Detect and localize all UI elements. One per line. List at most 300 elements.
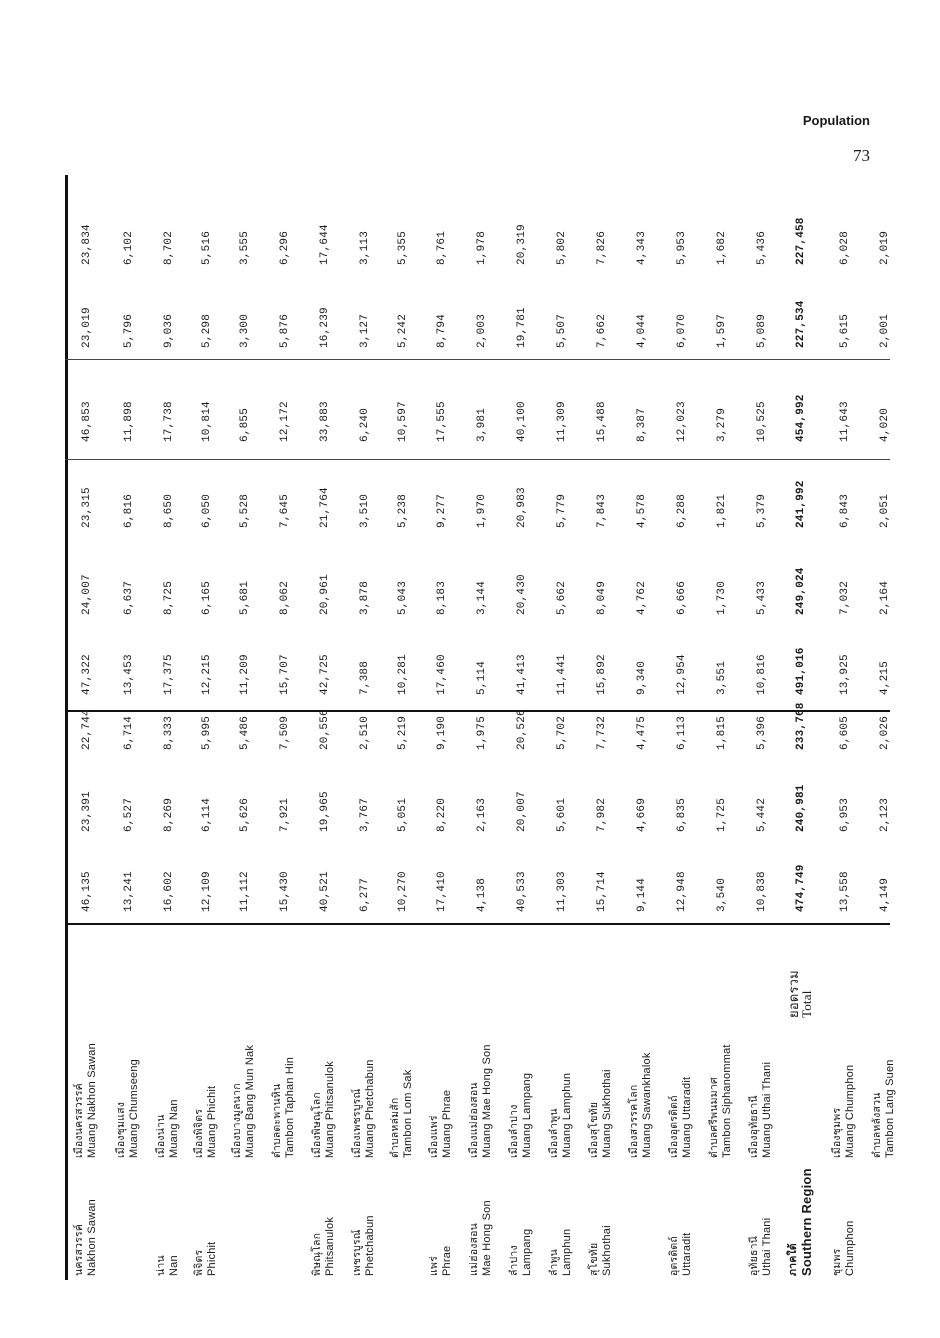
total-label: ยอดรวม — [786, 970, 801, 1018]
province-name-thai: อุทัยธานี — [748, 1235, 760, 1276]
population-value-cell: 7,843 — [596, 493, 608, 528]
district-name: Muang Nakhon Sawan — [86, 1043, 98, 1158]
population-value-cell: 11,209 — [239, 654, 251, 695]
population-value-cell: 2,051 — [879, 493, 891, 528]
population-value-cell: 8,269 — [163, 797, 175, 832]
population-value-cell: 6,843 — [839, 493, 851, 528]
population-value-cell: 3,127 — [359, 313, 371, 348]
population-value-cell: 8,725 — [163, 580, 175, 615]
population-value-cell: 16,239 — [319, 307, 331, 348]
population-value-cell: 5,242 — [397, 313, 409, 348]
population-value-cell: 17,375 — [163, 654, 175, 695]
population-value-cell: 15,707 — [279, 654, 291, 695]
province-name-thai: อุตรดิตถ์ — [668, 1236, 680, 1276]
district-name-thai: ตำบลศรีพนมมาศ — [708, 1077, 720, 1158]
district-name: Muang Sawankhalok — [641, 1052, 653, 1158]
population-value-cell: 1,821 — [716, 493, 728, 528]
population-value-cell: 1,970 — [476, 493, 488, 528]
population-value-cell: 233,768 — [795, 702, 807, 750]
population-value-cell: 21,764 — [319, 487, 331, 528]
population-value-cell: 6,605 — [839, 715, 851, 750]
population-value-cell: 40,533 — [516, 871, 528, 912]
population-value-cell: 3,981 — [476, 407, 488, 442]
province-cell — [468, 1164, 494, 1276]
population-value-cell: 10,281 — [397, 654, 409, 695]
province-name: Sukhothai — [601, 1225, 613, 1276]
district-cell — [271, 928, 297, 1158]
province-name: Lamphun — [561, 1228, 573, 1276]
district-name: Tambon Taphan Hin — [284, 1056, 296, 1158]
population-value-cell: 40,521 — [319, 871, 331, 912]
population-value-cell: 8,183 — [436, 580, 448, 615]
province-name: Nakhon Sawan — [86, 1198, 98, 1276]
district-name: Muang Mae Hong Son — [481, 1044, 493, 1158]
district-cell — [748, 928, 774, 1158]
column-rule — [65, 359, 890, 360]
population-value-cell: 227,458 — [795, 217, 807, 265]
district-name: Muang Lamphun — [561, 1072, 573, 1158]
population-value-cell: 20,556 — [319, 709, 331, 750]
population-value-cell: 13,925 — [839, 654, 851, 695]
population-value-cell: 5,626 — [239, 797, 251, 832]
district-name: Tambon Lom Sak — [402, 1069, 414, 1158]
population-value-cell: 5,238 — [397, 493, 409, 528]
population-value-cell: 11,441 — [556, 654, 568, 695]
district-cell — [787, 928, 813, 1158]
population-value-cell: 240,981 — [795, 784, 807, 832]
district-cell — [155, 928, 181, 1158]
district-name-thai: เมืองเพชรบูรณ์ — [351, 1088, 363, 1158]
population-value-cell: 16,602 — [163, 871, 175, 912]
population-value-cell: 1,815 — [716, 715, 728, 750]
population-value-cell: 6,165 — [201, 580, 213, 615]
population-value-cell: 17,644 — [319, 224, 331, 265]
district-name: Muang Uthai Thani — [761, 1061, 773, 1158]
province-name: Nan — [168, 1255, 180, 1276]
population-value-cell: 8,387 — [636, 407, 648, 442]
district-name-thai: เมืองพิจิตร — [193, 1108, 205, 1158]
population-value-cell: 6,277 — [359, 877, 371, 912]
population-value-cell: 5,516 — [201, 230, 213, 265]
population-value-cell: 17,410 — [436, 871, 448, 912]
district-name: Muang Phichit — [206, 1085, 218, 1158]
population-value-cell: 4,215 — [879, 660, 891, 695]
population-value-cell: 1,730 — [716, 580, 728, 615]
population-value-cell: 6,070 — [676, 313, 688, 348]
province-cell — [428, 1164, 454, 1276]
population-value-cell: 7,509 — [279, 715, 291, 750]
population-value-cell: 8,650 — [163, 493, 175, 528]
province-name: Mae Hong Son — [481, 1200, 493, 1276]
population-value-cell: 7,732 — [596, 715, 608, 750]
population-value-cell: 6,527 — [123, 797, 135, 832]
district-name-thai: เมืองชุมแสง — [115, 1101, 127, 1158]
population-value-cell: 8,333 — [163, 715, 175, 750]
district-name: Muang Chumphon — [844, 1064, 856, 1158]
population-value-cell: 6,240 — [359, 407, 371, 442]
district-name: Muang Phrae — [441, 1089, 453, 1158]
population-value-cell: 5,436 — [756, 230, 768, 265]
province-name: Lampang — [521, 1228, 533, 1276]
province-cell — [668, 1164, 694, 1276]
population-value-cell: 6,102 — [123, 230, 135, 265]
population-value-cell: 13,241 — [123, 871, 135, 912]
population-value-cell: 9,144 — [636, 877, 648, 912]
population-value-cell: 241,992 — [795, 480, 807, 528]
district-cell — [468, 928, 494, 1158]
province-cell — [311, 1164, 337, 1276]
population-value-cell: 5,615 — [839, 313, 851, 348]
district-cell — [831, 928, 857, 1158]
province-name-thai: เพชรบูรณ์ — [351, 1229, 363, 1276]
district-name: Tambon Lang Suen — [884, 1059, 896, 1158]
population-value-cell: 454,992 — [795, 394, 807, 442]
population-value-cell: 2,003 — [476, 313, 488, 348]
population-value-cell: 6,714 — [123, 715, 135, 750]
population-value-cell: 12,954 — [676, 654, 688, 695]
population-value-cell: 17,738 — [163, 401, 175, 442]
population-value-cell: 7,826 — [596, 230, 608, 265]
population-value-cell: 5,702 — [556, 715, 568, 750]
population-value-cell: 2,026 — [879, 715, 891, 750]
population-value-cell: 15,714 — [596, 871, 608, 912]
population-value-cell: 491,016 — [795, 647, 807, 695]
province-name-thai: พิจิตร — [193, 1249, 205, 1276]
province-name: Phetchabun — [364, 1215, 376, 1276]
population-value-cell: 3,510 — [359, 493, 371, 528]
population-value-cell: 1,975 — [476, 715, 488, 750]
district-cell — [588, 928, 614, 1158]
population-value-cell: 7,645 — [279, 493, 291, 528]
population-value-cell: 17,555 — [436, 401, 448, 442]
population-value-cell: 20,007 — [516, 791, 528, 832]
province-name: Phichit — [206, 1241, 218, 1276]
district-name-thai: เมืองอุตรดิตถ์ — [668, 1095, 680, 1158]
province-cell — [508, 1164, 534, 1276]
population-value-cell: 11,643 — [839, 401, 851, 442]
population-value-cell: 1,682 — [716, 230, 728, 265]
province-cell — [351, 1164, 377, 1276]
population-value-cell: 20,319 — [516, 224, 528, 265]
population-value-cell: 1,725 — [716, 797, 728, 832]
column-rule — [65, 923, 890, 925]
population-value-cell: 6,953 — [839, 797, 851, 832]
district-cell — [428, 928, 454, 1158]
population-value-cell: 2,510 — [359, 715, 371, 750]
population-value-cell: 4,578 — [636, 493, 648, 528]
population-value-cell: 11,898 — [123, 401, 135, 442]
population-value-cell: 7,982 — [596, 797, 608, 832]
population-value-cell: 7,388 — [359, 660, 371, 695]
population-value-cell: 11,303 — [556, 871, 568, 912]
province-cell — [831, 1164, 857, 1276]
district-name-thai: ตำบลหล่มสัก — [389, 1097, 401, 1158]
district-name: Muang Phetchabun — [364, 1059, 376, 1158]
population-value-cell: 10,838 — [756, 871, 768, 912]
district-name-thai: เมืองแพร่ — [428, 1115, 440, 1158]
province-cell — [787, 1164, 813, 1276]
population-value-cell: 5,681 — [239, 580, 251, 615]
district-cell — [193, 928, 219, 1158]
district-name-thai: เมืองอุทัยธานี — [748, 1095, 760, 1158]
population-value-cell: 3,113 — [359, 230, 371, 265]
district-cell — [508, 928, 534, 1158]
province-name: Chumphon — [844, 1220, 856, 1276]
district-name-thai: เมืองชุมพร — [831, 1107, 843, 1158]
population-value-cell: 42,725 — [319, 654, 331, 695]
district-cell — [311, 928, 337, 1158]
population-value-cell: 3,555 — [239, 230, 251, 265]
population-value-cell: 11,309 — [556, 401, 568, 442]
province-name-thai: ลำพูน — [548, 1248, 560, 1276]
population-value-cell: 4,343 — [636, 230, 648, 265]
population-value-cell: 4,149 — [879, 877, 891, 912]
population-value-cell: 10,816 — [756, 654, 768, 695]
population-value-cell: 5,298 — [201, 313, 213, 348]
population-value-cell: 12,109 — [201, 871, 213, 912]
district-cell — [668, 928, 694, 1158]
province-name-thai: สุโขทัย — [588, 1242, 600, 1276]
population-value-cell: 6,114 — [201, 797, 213, 832]
district-name: Tambon Siphanommat — [721, 1044, 733, 1158]
province-name: Phitsanulok — [324, 1216, 336, 1276]
district-cell — [389, 928, 415, 1158]
population-value-cell: 17,460 — [436, 654, 448, 695]
population-value-cell: 46,853 — [81, 401, 93, 442]
population-value-cell: 5,796 — [123, 313, 135, 348]
district-name-thai: เมืองนครสวรรค์ — [73, 1083, 85, 1158]
district-name: Muang Phitsanulok — [324, 1061, 336, 1158]
population-value-cell: 8,220 — [436, 797, 448, 832]
population-value-cell: 7,662 — [596, 313, 608, 348]
population-value-cell: 6,835 — [676, 797, 688, 832]
district-cell — [351, 928, 377, 1158]
population-value-cell: 8,049 — [596, 580, 608, 615]
province-name-thai: ภาคใต้ — [787, 1243, 799, 1276]
population-value-cell: 5,219 — [397, 715, 409, 750]
population-value-cell: 24,007 — [81, 574, 93, 615]
population-value-cell: 20,983 — [516, 487, 528, 528]
population-value-cell: 227,534 — [795, 300, 807, 348]
population-value-cell: 5,601 — [556, 797, 568, 832]
province-cell — [548, 1164, 574, 1276]
population-value-cell: 20,526 — [516, 709, 528, 750]
population-value-cell: 5,507 — [556, 313, 568, 348]
district-name-thai: เมืองลำพูน — [548, 1108, 560, 1158]
population-value-cell: 47,322 — [81, 654, 93, 695]
population-value-cell: 6,855 — [239, 407, 251, 442]
district-cell — [73, 928, 99, 1158]
population-value-cell: 46,135 — [81, 871, 93, 912]
population-value-cell: 13,558 — [839, 871, 851, 912]
population-value-cell: 15,892 — [596, 654, 608, 695]
district-name-thai: ตำบลตะพานหิน — [271, 1083, 283, 1158]
total-label: Total — [799, 990, 814, 1018]
population-value-cell: 40,100 — [516, 401, 528, 442]
population-value-cell: 23,315 — [81, 487, 93, 528]
district-name-thai: เมืองสุโขทัย — [588, 1101, 600, 1158]
population-value-cell: 12,172 — [279, 401, 291, 442]
province-name-thai: พิษณุโลก — [311, 1232, 323, 1276]
district-cell — [871, 928, 897, 1158]
population-value-cell: 4,475 — [636, 715, 648, 750]
population-value-cell: 5,442 — [756, 797, 768, 832]
population-value-cell: 3,878 — [359, 580, 371, 615]
population-value-cell: 23,391 — [81, 791, 93, 832]
population-value-cell: 33,883 — [319, 401, 331, 442]
population-value-cell: 5,802 — [556, 230, 568, 265]
population-value-cell: 3,551 — [716, 660, 728, 695]
population-value-cell: 41,413 — [516, 654, 528, 695]
province-cell — [155, 1164, 181, 1276]
population-value-cell: 5,355 — [397, 230, 409, 265]
province-name-thai: ลำปาง — [508, 1245, 520, 1276]
population-value-cell: 22,744 — [81, 709, 93, 750]
population-value-cell: 7,032 — [839, 580, 851, 615]
population-value-cell: 10,814 — [201, 401, 213, 442]
district-name-thai: เมืองสวรรคโลก — [628, 1084, 640, 1158]
population-value-cell: 9,190 — [436, 715, 448, 750]
population-value-cell: 6,050 — [201, 493, 213, 528]
population-value-cell: 9,277 — [436, 493, 448, 528]
population-value-cell: 3,300 — [239, 313, 251, 348]
population-value-cell: 8,062 — [279, 580, 291, 615]
population-value-cell: 5,043 — [397, 580, 409, 615]
district-name: Muang Bang Mun Nak — [244, 1044, 256, 1158]
population-value-cell: 4,020 — [879, 407, 891, 442]
population-value-cell: 4,138 — [476, 877, 488, 912]
population-value-cell: 19,965 — [319, 791, 331, 832]
district-name-thai: เมืองแม่ฮ่องสอน — [468, 1082, 480, 1158]
population-value-cell: 2,163 — [476, 797, 488, 832]
province-name-thai: แพร่ — [428, 1256, 440, 1276]
population-value-cell: 23,834 — [81, 224, 93, 265]
population-value-cell: 5,779 — [556, 493, 568, 528]
district-cell — [231, 928, 257, 1158]
population-value-cell: 8,761 — [436, 230, 448, 265]
district-name: Muang Uttaradit — [681, 1076, 693, 1158]
population-value-cell: 3,540 — [716, 877, 728, 912]
population-value-cell: 3,279 — [716, 407, 728, 442]
district-name-thai: เมืองพิษณุโลก — [311, 1092, 323, 1158]
population-value-cell: 10,597 — [397, 401, 409, 442]
population-value-cell: 13,453 — [123, 654, 135, 695]
population-value-cell: 6,288 — [676, 493, 688, 528]
population-value-cell: 6,666 — [676, 580, 688, 615]
province-name: Uttaradit — [681, 1232, 693, 1276]
district-cell — [708, 928, 734, 1158]
population-value-cell: 5,379 — [756, 493, 768, 528]
population-value-cell: 5,486 — [239, 715, 251, 750]
district-name: Muang Chumseeng — [128, 1058, 140, 1158]
population-value-cell: 5,662 — [556, 580, 568, 615]
population-value-cell: 15,488 — [596, 401, 608, 442]
population-value-cell: 15,430 — [279, 871, 291, 912]
population-value-cell: 3,767 — [359, 797, 371, 832]
district-cell — [548, 928, 574, 1158]
population-value-cell: 249,024 — [795, 567, 807, 615]
population-value-cell: 11,112 — [239, 871, 251, 912]
province-name: Uthai Thani — [761, 1217, 773, 1276]
province-name-thai: ชุมพร — [831, 1248, 843, 1276]
province-cell — [588, 1164, 614, 1276]
population-value-cell: 6,028 — [839, 230, 851, 265]
population-value-cell: 474,749 — [795, 864, 807, 912]
population-value-cell: 4,044 — [636, 313, 648, 348]
population-value-cell: 4,669 — [636, 797, 648, 832]
population-value-cell: 6,816 — [123, 493, 135, 528]
district-name-thai: เมืองบางมูลนาก — [231, 1083, 243, 1158]
province-name-thai: นครสวรรค์ — [73, 1223, 85, 1276]
population-value-cell: 5,528 — [239, 493, 251, 528]
province-name-thai: แม่ฮ่องสอน — [468, 1222, 480, 1276]
province-cell — [193, 1164, 219, 1276]
population-value-cell: 9,036 — [163, 313, 175, 348]
population-value-cell: 6,637 — [123, 580, 135, 615]
population-value-cell: 2,019 — [879, 230, 891, 265]
population-value-cell: 5,995 — [201, 715, 213, 750]
population-value-cell: 6,296 — [279, 230, 291, 265]
table-top-rule — [65, 175, 68, 1280]
population-value-cell: 1,597 — [716, 313, 728, 348]
district-name: Muang Nan — [168, 1099, 180, 1158]
population-value-cell: 20,430 — [516, 574, 528, 615]
population-value-cell: 5,433 — [756, 580, 768, 615]
population-value-cell: 2,123 — [879, 797, 891, 832]
province-cell — [73, 1164, 99, 1276]
population-value-cell: 12,023 — [676, 401, 688, 442]
population-value-cell: 5,876 — [279, 313, 291, 348]
population-value-cell: 1,978 — [476, 230, 488, 265]
population-value-cell: 5,089 — [756, 313, 768, 348]
page-number: 73 — [853, 146, 870, 165]
province-cell — [748, 1164, 774, 1276]
population-value-cell: 10,270 — [397, 871, 409, 912]
population-table — [65, 175, 896, 1280]
population-value-cell: 10,525 — [756, 401, 768, 442]
population-value-cell: 19,781 — [516, 307, 528, 348]
province-name-thai: น่าน — [155, 1255, 167, 1276]
population-value-cell: 5,953 — [676, 230, 688, 265]
population-value-cell: 5,051 — [397, 797, 409, 832]
district-cell — [115, 928, 141, 1158]
population-value-cell: 6,113 — [676, 715, 688, 750]
population-value-cell: 2,164 — [879, 580, 891, 615]
population-value-cell: 5,396 — [756, 715, 768, 750]
population-value-cell: 8,794 — [436, 313, 448, 348]
population-value-cell: 2,001 — [879, 313, 891, 348]
province-name: Phrae — [441, 1245, 453, 1276]
province-name: Southern Region — [799, 1168, 814, 1276]
district-cell — [628, 928, 654, 1158]
population-value-cell: 23,019 — [81, 307, 93, 348]
district-name: Muang Lampang — [521, 1072, 533, 1158]
population-value-cell: 5,114 — [476, 660, 488, 695]
district-name-thai: เมืองน่าน — [155, 1114, 167, 1158]
district-name: Muang Sukhothai — [601, 1069, 613, 1158]
population-value-cell: 9,340 — [636, 660, 648, 695]
population-value-cell: 7,921 — [279, 797, 291, 832]
population-value-cell: 8,702 — [163, 230, 175, 265]
population-value-cell: 20,961 — [319, 574, 331, 615]
page-header-title: Population — [802, 113, 870, 128]
population-value-cell: 12,948 — [676, 871, 688, 912]
district-name-thai: ตำบลหลังสวน — [871, 1092, 883, 1158]
district-name-thai: เมืองลำปาง — [508, 1104, 520, 1158]
population-value-cell: 12,215 — [201, 654, 213, 695]
population-value-cell: 4,762 — [636, 580, 648, 615]
population-value-cell: 3,144 — [476, 580, 488, 615]
